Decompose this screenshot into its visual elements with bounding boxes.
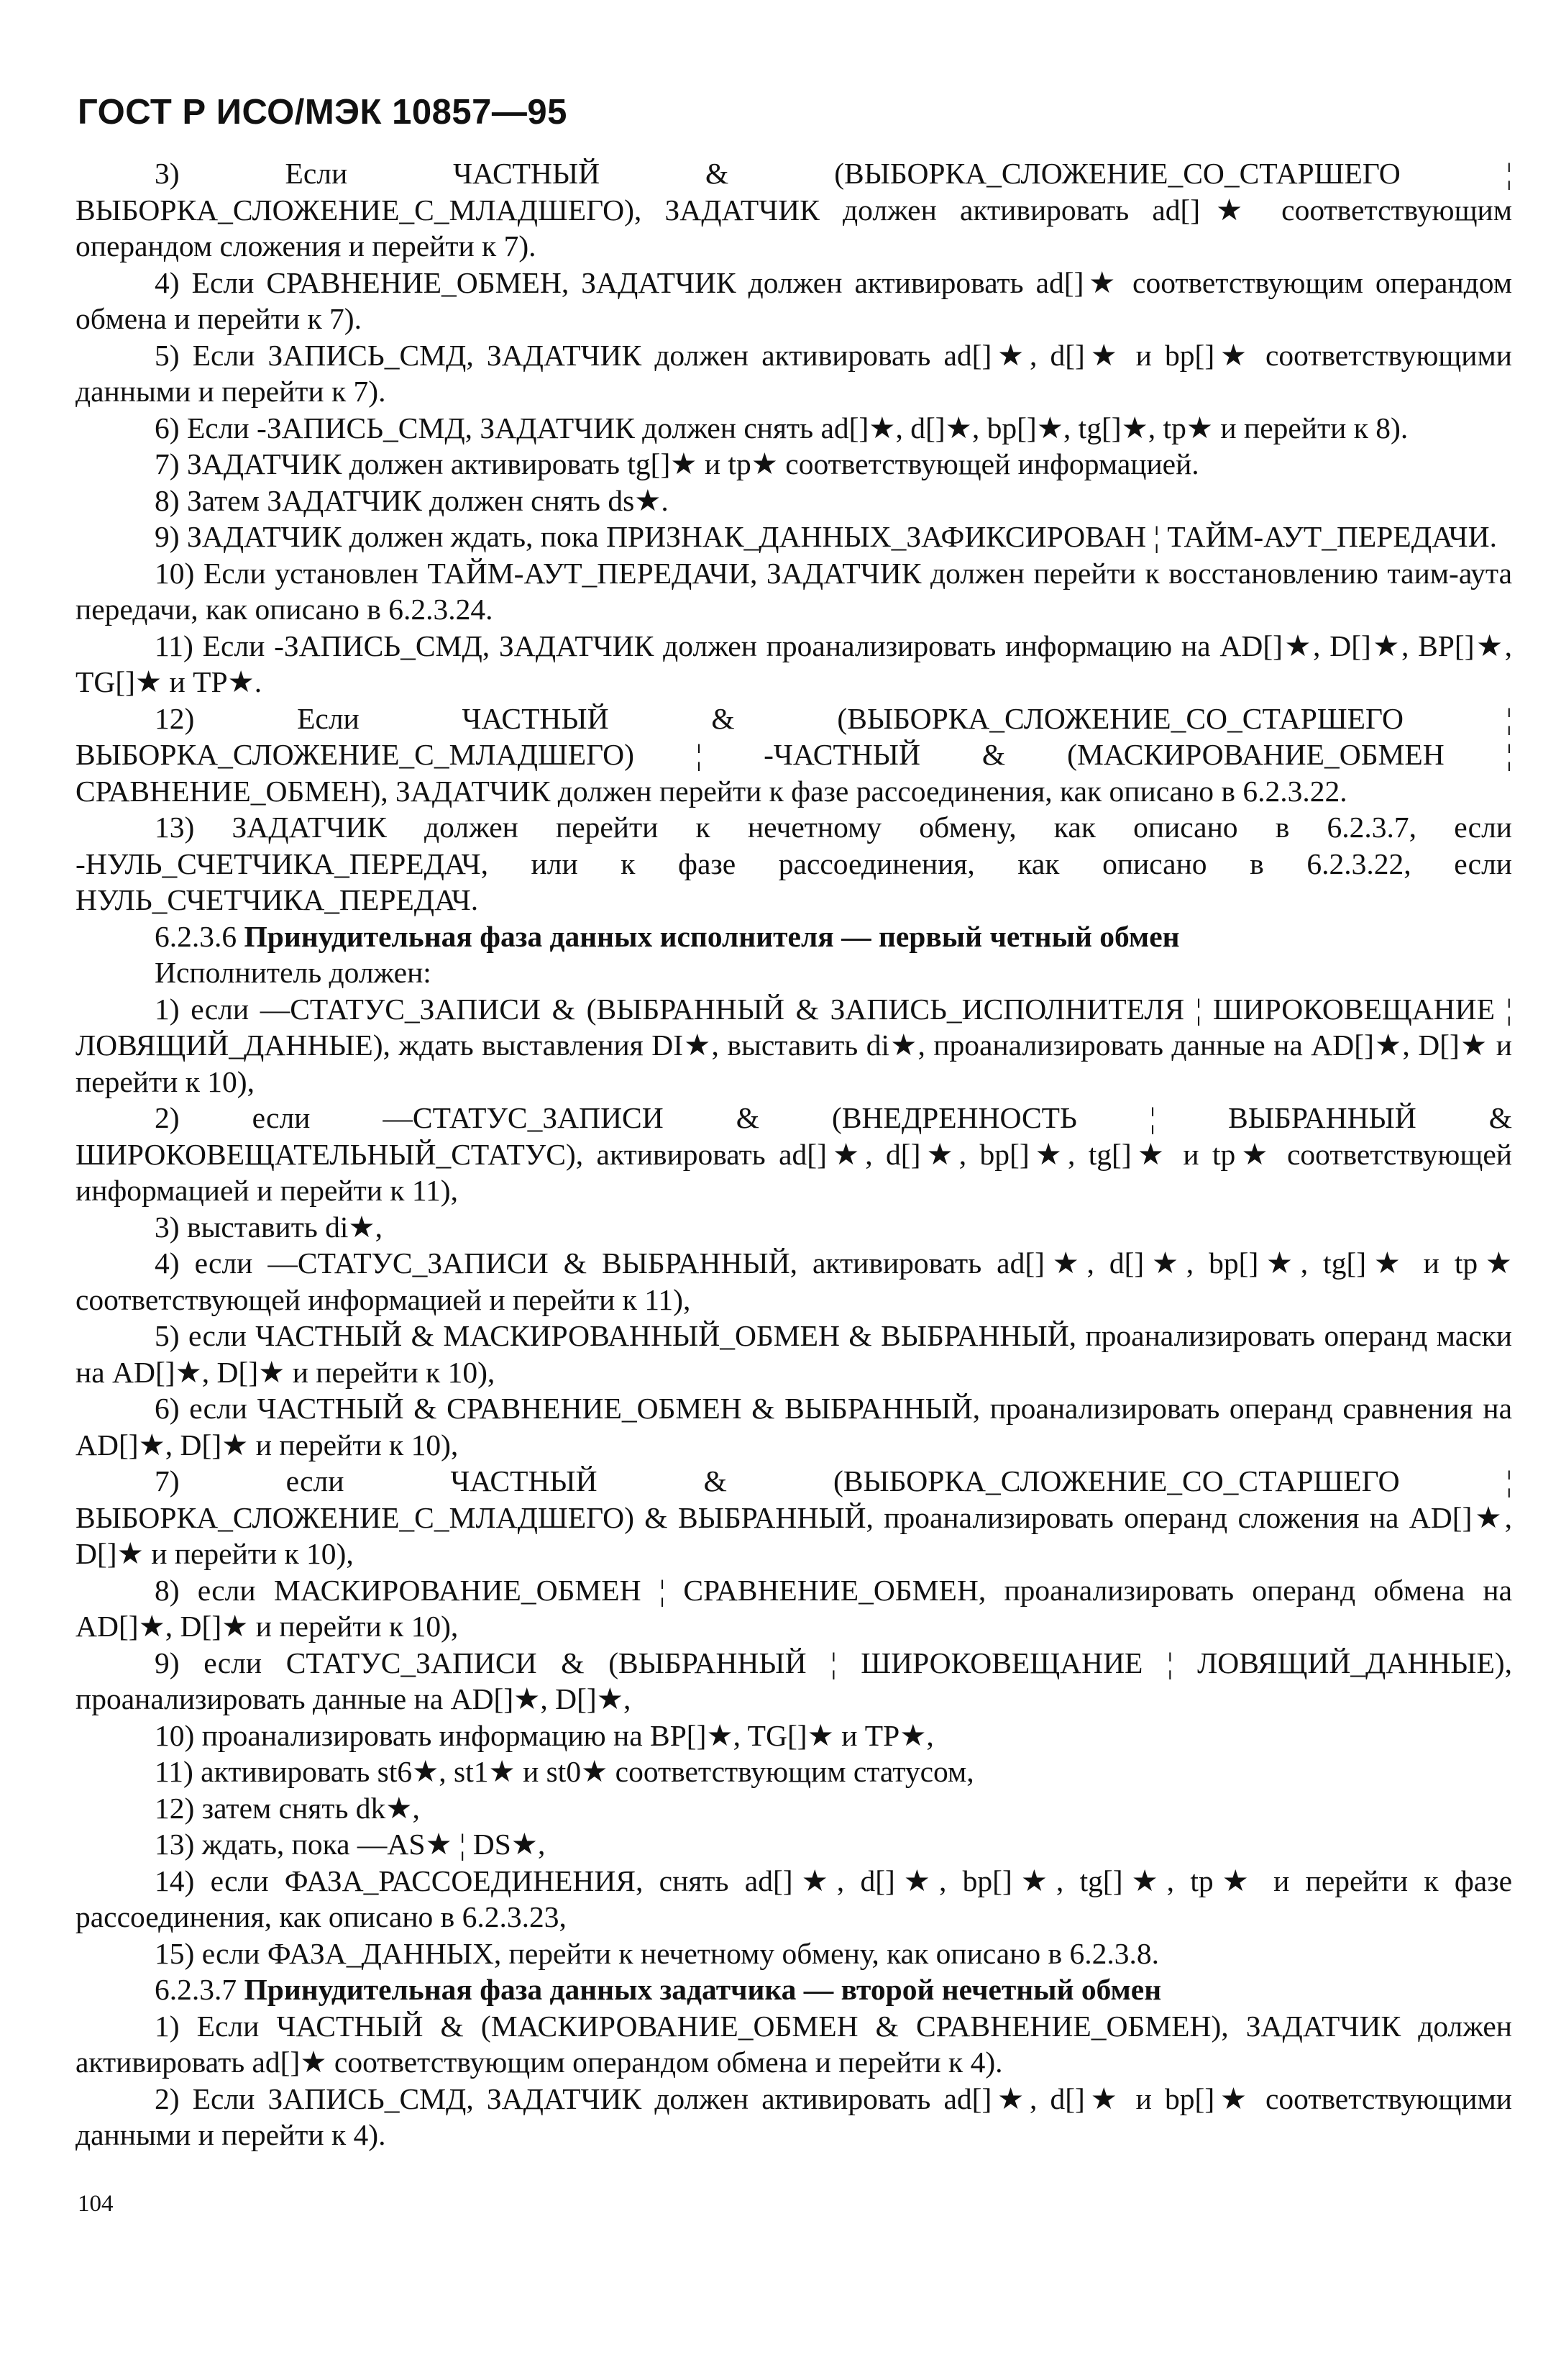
list-item-8: 8) если МАСКИРОВАНИЕ_ОБМЕН ¦ СРАВНЕНИЕ_ОБМЕН, проанализировать операнд обмена на AD[]★, D[]★ и перейти к 10), <box>75 1573 1512 1643</box>
list-item-2: 2) Если ЗАПИСЬ_СМД, ЗАДАТЧИК должен активировать ad[]★, d[]★ и bp[]★ соответствующими данными и перейти к 4). <box>75 2082 1512 2151</box>
list-item-3: 3) выставить di★, <box>155 1210 383 1244</box>
paragraph-6: 6) Если -ЗАПИСЬ_СМД, ЗАДАТЧИК должен снять ad[]★, d[]★, bp[]★, tg[]★, tp★ и перейти к 8). <box>155 411 1409 444</box>
section-heading-6237 <box>75 1971 1512 2008</box>
paragraph-7: 7) ЗАДАТЧИК должен активировать tg[]★ и tp★ соответствующей информацией. <box>155 447 1199 480</box>
paragraph-10: 10) Если установлен ТАЙМ-АУТ_ПЕРЕДАЧИ, ЗАДАТЧИК должен перейти к восстановлению таим-аута передачи, как описано в 6.2.3.24. <box>75 556 1512 626</box>
list-item-9: 9) если СТАТУС_ЗАПИСИ & (ВЫБРАННЫЙ ¦ ШИРОКОВЕЩАНИЕ ¦ ЛОВЯЩИЙ_ДАННЫЕ), проанализировать данные на AD[]★, D[]★, <box>75 1646 1512 1715</box>
list-item-6: 6) если ЧАСТНЫЙ & СРАВНЕНИЕ_ОБМЕН & ВЫБРАННЫЙ, проанализировать операнд сравнения на AD[]★, D[]★ и перейти к 10), <box>75 1392 1512 1462</box>
section-heading-6236 <box>75 918 1512 955</box>
section-number: 6.2.3.6 <box>155 919 237 953</box>
paragraph-4: 4) Если СРАВНЕНИЕ_ОБМЕН, ЗАДАТЧИК должен активировать ad[]★ соответствующим операндом обмена и перейти к 7). <box>75 265 1512 335</box>
list-item-15: 15) если ФАЗА_ДАННЫХ, перейти к нечетному обмену, как описано в 6.2.3.8. <box>155 1936 1159 1970</box>
list-item-1: 1) Если ЧАСТНЫЙ & (МАСКИРОВАНИЕ_ОБМЕН & СРАВНЕНИЕ_ОБМЕН), ЗАДАТЧИК должен активировать ad[]★ соответствующим операндом обмена и перейти к 4). <box>75 2009 1512 2079</box>
paragraph-5: 5) Если ЗАПИСЬ_СМД, ЗАДАТЧИК должен активировать ad[]★, d[]★ и bp[]★ соответствующими данными и перейти к 7). <box>75 338 1512 408</box>
list-item-1: 1) если —СТАТУС_ЗАПИСИ & (ВЫБРАННЫЙ & ЗАПИСЬ_ИСПОЛНИТЕЛЯ ¦ ШИРОКОВЕЩАНИЕ ¦ ЛОВЯЩИЙ_ДАННЫЕ), ждать выставления DI★, выставить di★, проанализировать данные на AD[]★, D[]★ и перейти к 10), <box>75 992 1512 1098</box>
list-item-4: 4) если —СТАТУС_ЗАПИСИ & ВЫБРАННЫЙ, активировать ad[]★, d[]★, bp[]★, tg[]★ и tp★ соответствующей информацией и перейти к 11), <box>75 1246 1512 1316</box>
list-item-12: 12) затем снять dk★, <box>155 1791 420 1825</box>
paragraph-8: 8) Затем ЗАДАТЧИК должен снять ds★. <box>155 483 669 517</box>
page-number: 104 <box>78 2191 114 2217</box>
section-intro: Исполнитель должен: <box>155 956 431 989</box>
paragraph-12: 12) Если ЧАСТНЫЙ & (ВЫБОРКА_СЛОЖЕНИЕ_СО_СТАРШЕГО ¦ ВЫБОРКА_СЛОЖЕНИЕ_С_МЛАДШЕГО) ¦ -ЧАСТНЫЙ & (МАСКИРОВАНИЕ_ОБМЕН ¦ СРАВНЕНИЕ_ОБМЕН), ЗАДАТЧИК должен перейти к фазе рассоединения, как описано в 6.2.3.22. <box>75 701 1512 808</box>
paragraph-11: 11) Если -ЗАПИСЬ_СМД, ЗАДАТЧИК должен проанализировать информацию на AD[]★, D[]★, BP[]★, TG[]★ и TP★. <box>75 629 1512 698</box>
list-item-13: 13) ждать, пока —AS★ ¦ DS★, <box>155 1828 546 1861</box>
list-item-5: 5) если ЧАСТНЫЙ & МАСКИРОВАННЫЙ_ОБМЕН & ВЫБРАННЫЙ, проанализировать операнд маски на AD[]★, D[]★ и перейти к 10), <box>75 1319 1512 1389</box>
paragraph-9: 9) ЗАДАТЧИК должен ждать, пока ПРИЗНАК_ДАННЫХ_ЗАФИКСИРОВАН ¦ ТАЙМ-АУТ_ПЕРЕДАЧИ. <box>155 520 1497 553</box>
section-number: 6.2.3.7 <box>155 1973 237 2006</box>
document-body <box>75 155 1512 2153</box>
section-title: Принудительная фаза данных задатчика — второй нечетный обмен <box>244 1973 1162 2006</box>
paragraph-13: 13) ЗАДАТЧИК должен перейти к нечетному обмену, как описано в 6.2.3.7, если -НУЛЬ_СЧЕТЧИКА_ПЕРЕДАЧ, или к фазе рассоединения, как описано в 6.2.3.22, если НУЛЬ_СЧЕТЧИКА_ПЕРЕДАЧ. <box>75 811 1512 916</box>
list-item-11: 11) активировать st6★, st1★ и st0★ соответствующим статусом, <box>155 1755 974 1788</box>
list-item-7: 7) если ЧАСТНЫЙ & (ВЫБОРКА_СЛОЖЕНИЕ_СО_СТАРШЕГО ¦ ВЫБОРКА_СЛОЖЕНИЕ_С_МЛАДШЕГО) & ВЫБРАННЫЙ, проанализировать операнд сложения на AD[]★, D[]★ и перейти к 10), <box>75 1464 1512 1570</box>
list-item-2: 2) если —СТАТУС_ЗАПИСИ & (ВНЕДРЕННОСТЬ ¦ ВЫБРАННЫЙ & ШИРОКОВЕЩАТЕЛЬНЫЙ_СТАТУС), активировать ad[]★, d[]★, bp[]★, tg[]★ и tp★ соответствующей информацией и перейти к 11), <box>75 1101 1512 1207</box>
section-title: Принудительная фаза данных исполнителя — первый четный обмен <box>244 919 1180 953</box>
list-item-14: 14) если ФАЗА_РАССОЕДИНЕНИЯ, снять ad[]★, d[]★, bp[]★, tg[]★, tp★ и перейти к фазе рассоединения, как описано в 6.2.3.23, <box>75 1864 1512 1933</box>
paragraph-3: 3) Если ЧАСТНЫЙ & (ВЫБОРКА_СЛОЖЕНИЕ_СО_СТАРШЕГО ¦ ВЫБОРКА_СЛОЖЕНИЕ_С_МЛАДШЕГО), ЗАДАТЧИК должен активировать ad[]★ соответствующим операндом сложения и перейти к 7). <box>75 157 1512 263</box>
list-item-10: 10) проанализировать информацию на BP[]★, TG[]★ и TP★, <box>155 1718 934 1752</box>
document-header: ГОСТ Р ИСО/МЭК 10857—95 <box>78 93 567 132</box>
